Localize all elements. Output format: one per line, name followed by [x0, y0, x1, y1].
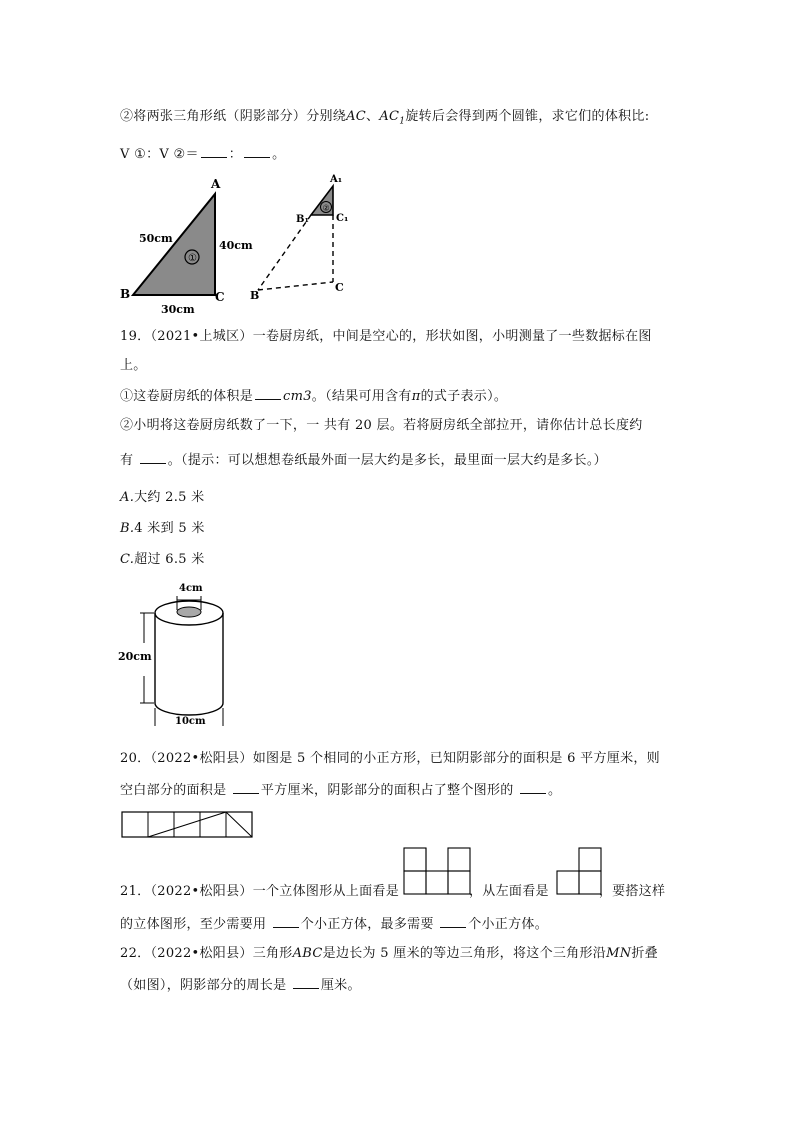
q18-part2-line: ②将两张三角形纸（阴影部分）分别绕AC、$AC_1$旋转后会得到两个圆锥，求它们的体积比:: [120, 109, 650, 127]
q20-line2: 空白部分的面积是 平方厘米，阴影部分的面积占了整个图形的 。: [120, 783, 562, 798]
dashed-hyp: [258, 215, 311, 290]
q19-option-c[interactable]: C.超过 6.5 米: [120, 552, 205, 567]
q18-ratio-line: V ①：V ②＝ ： 。: [120, 147, 286, 162]
label-mark-1: ①: [188, 253, 197, 264]
answer-blank[interactable]: [440, 915, 466, 928]
label-C: C: [215, 290, 225, 304]
q21-line2: 的立体图形，至少需要用 个小正方体，最多需要 个小正方体。: [120, 917, 549, 932]
roll-hole: [177, 607, 201, 617]
triangle-figure-2: [250, 168, 360, 303]
roll-bottom-arc: [155, 703, 223, 715]
q20-line1: 20．（2022•松阳县）如图是 5 个相同的小正方形，已知阴影部分的面积是 6 平方厘米，则: [120, 751, 660, 766]
q19-line1: 19．（2021•上城区）一卷厨房纸，中间是空心的，形状如图，小明测量了一些数据标在图: [120, 329, 652, 344]
paper-roll-figure: [118, 576, 238, 731]
label-20cm: 20cm: [118, 650, 152, 663]
label-B2: B: [250, 289, 260, 302]
label-leg-h: 30cm: [161, 303, 195, 315]
diagonal-long: [148, 812, 226, 837]
answer-blank[interactable]: [293, 976, 319, 989]
q19-line5: 有 。（提示：可以想想卷纸最外面一层大约是多长，最里面一层大约是多长。）: [120, 453, 607, 468]
label-A1: A₁: [330, 174, 343, 185]
diagonal-short: [226, 812, 252, 837]
dashed-base: [258, 282, 333, 290]
answer-blank[interactable]: [233, 781, 259, 794]
q22-line1: 22．（2022•松阳县）三角形ABC是边长为 5 厘米的等边三角形，将这个三角形沿MN折叠: [120, 946, 658, 961]
top-view-cell: [448, 848, 470, 871]
answer-blank[interactable]: [520, 781, 546, 794]
label-hyp: 50cm: [139, 232, 173, 245]
answer-blank[interactable]: [255, 387, 281, 400]
top-view-cell: [404, 848, 426, 871]
q19-line3: ①这卷厨房纸的体积是 cm3。（结果可用含有π的式子表示）。: [120, 389, 508, 404]
label-4cm: 4cm: [179, 583, 203, 594]
q19-option-a[interactable]: A.大约 2.5 米: [120, 490, 205, 505]
q19-line2: 上。: [120, 358, 147, 373]
q22-line2: （如图），阴影部分的周长是 厘米。: [120, 978, 361, 993]
label-mark-2: ②: [322, 203, 330, 213]
q19-line4: ②小明将这卷厨房纸数了一下，一 共有 20 层。若将厨房纸全部拉开，请你估计总长度约: [120, 418, 643, 433]
label-C2: C: [335, 281, 344, 294]
five-squares-figure: [121, 811, 255, 838]
label-B1: B₁: [296, 214, 309, 225]
answer-blank[interactable]: [140, 451, 166, 464]
q19-option-b[interactable]: B.4 米到 5 米: [120, 521, 205, 536]
triangle-figure-1: [115, 170, 265, 315]
label-C1: C₁: [336, 213, 349, 224]
label-A: A: [211, 177, 221, 191]
label-B: B: [120, 287, 131, 301]
q21-line1: 21．（2022•松阳县）一个立体图形从上面看是 ，从左面看是 ，要搭这样: [120, 884, 666, 899]
answer-blank[interactable]: [201, 145, 227, 158]
label-leg-v: 40cm: [219, 239, 253, 252]
label-10cm: 10cm: [175, 716, 206, 727]
answer-blank[interactable]: [244, 145, 270, 158]
answer-blank[interactable]: [273, 915, 299, 928]
left-view-cell: [579, 848, 601, 871]
